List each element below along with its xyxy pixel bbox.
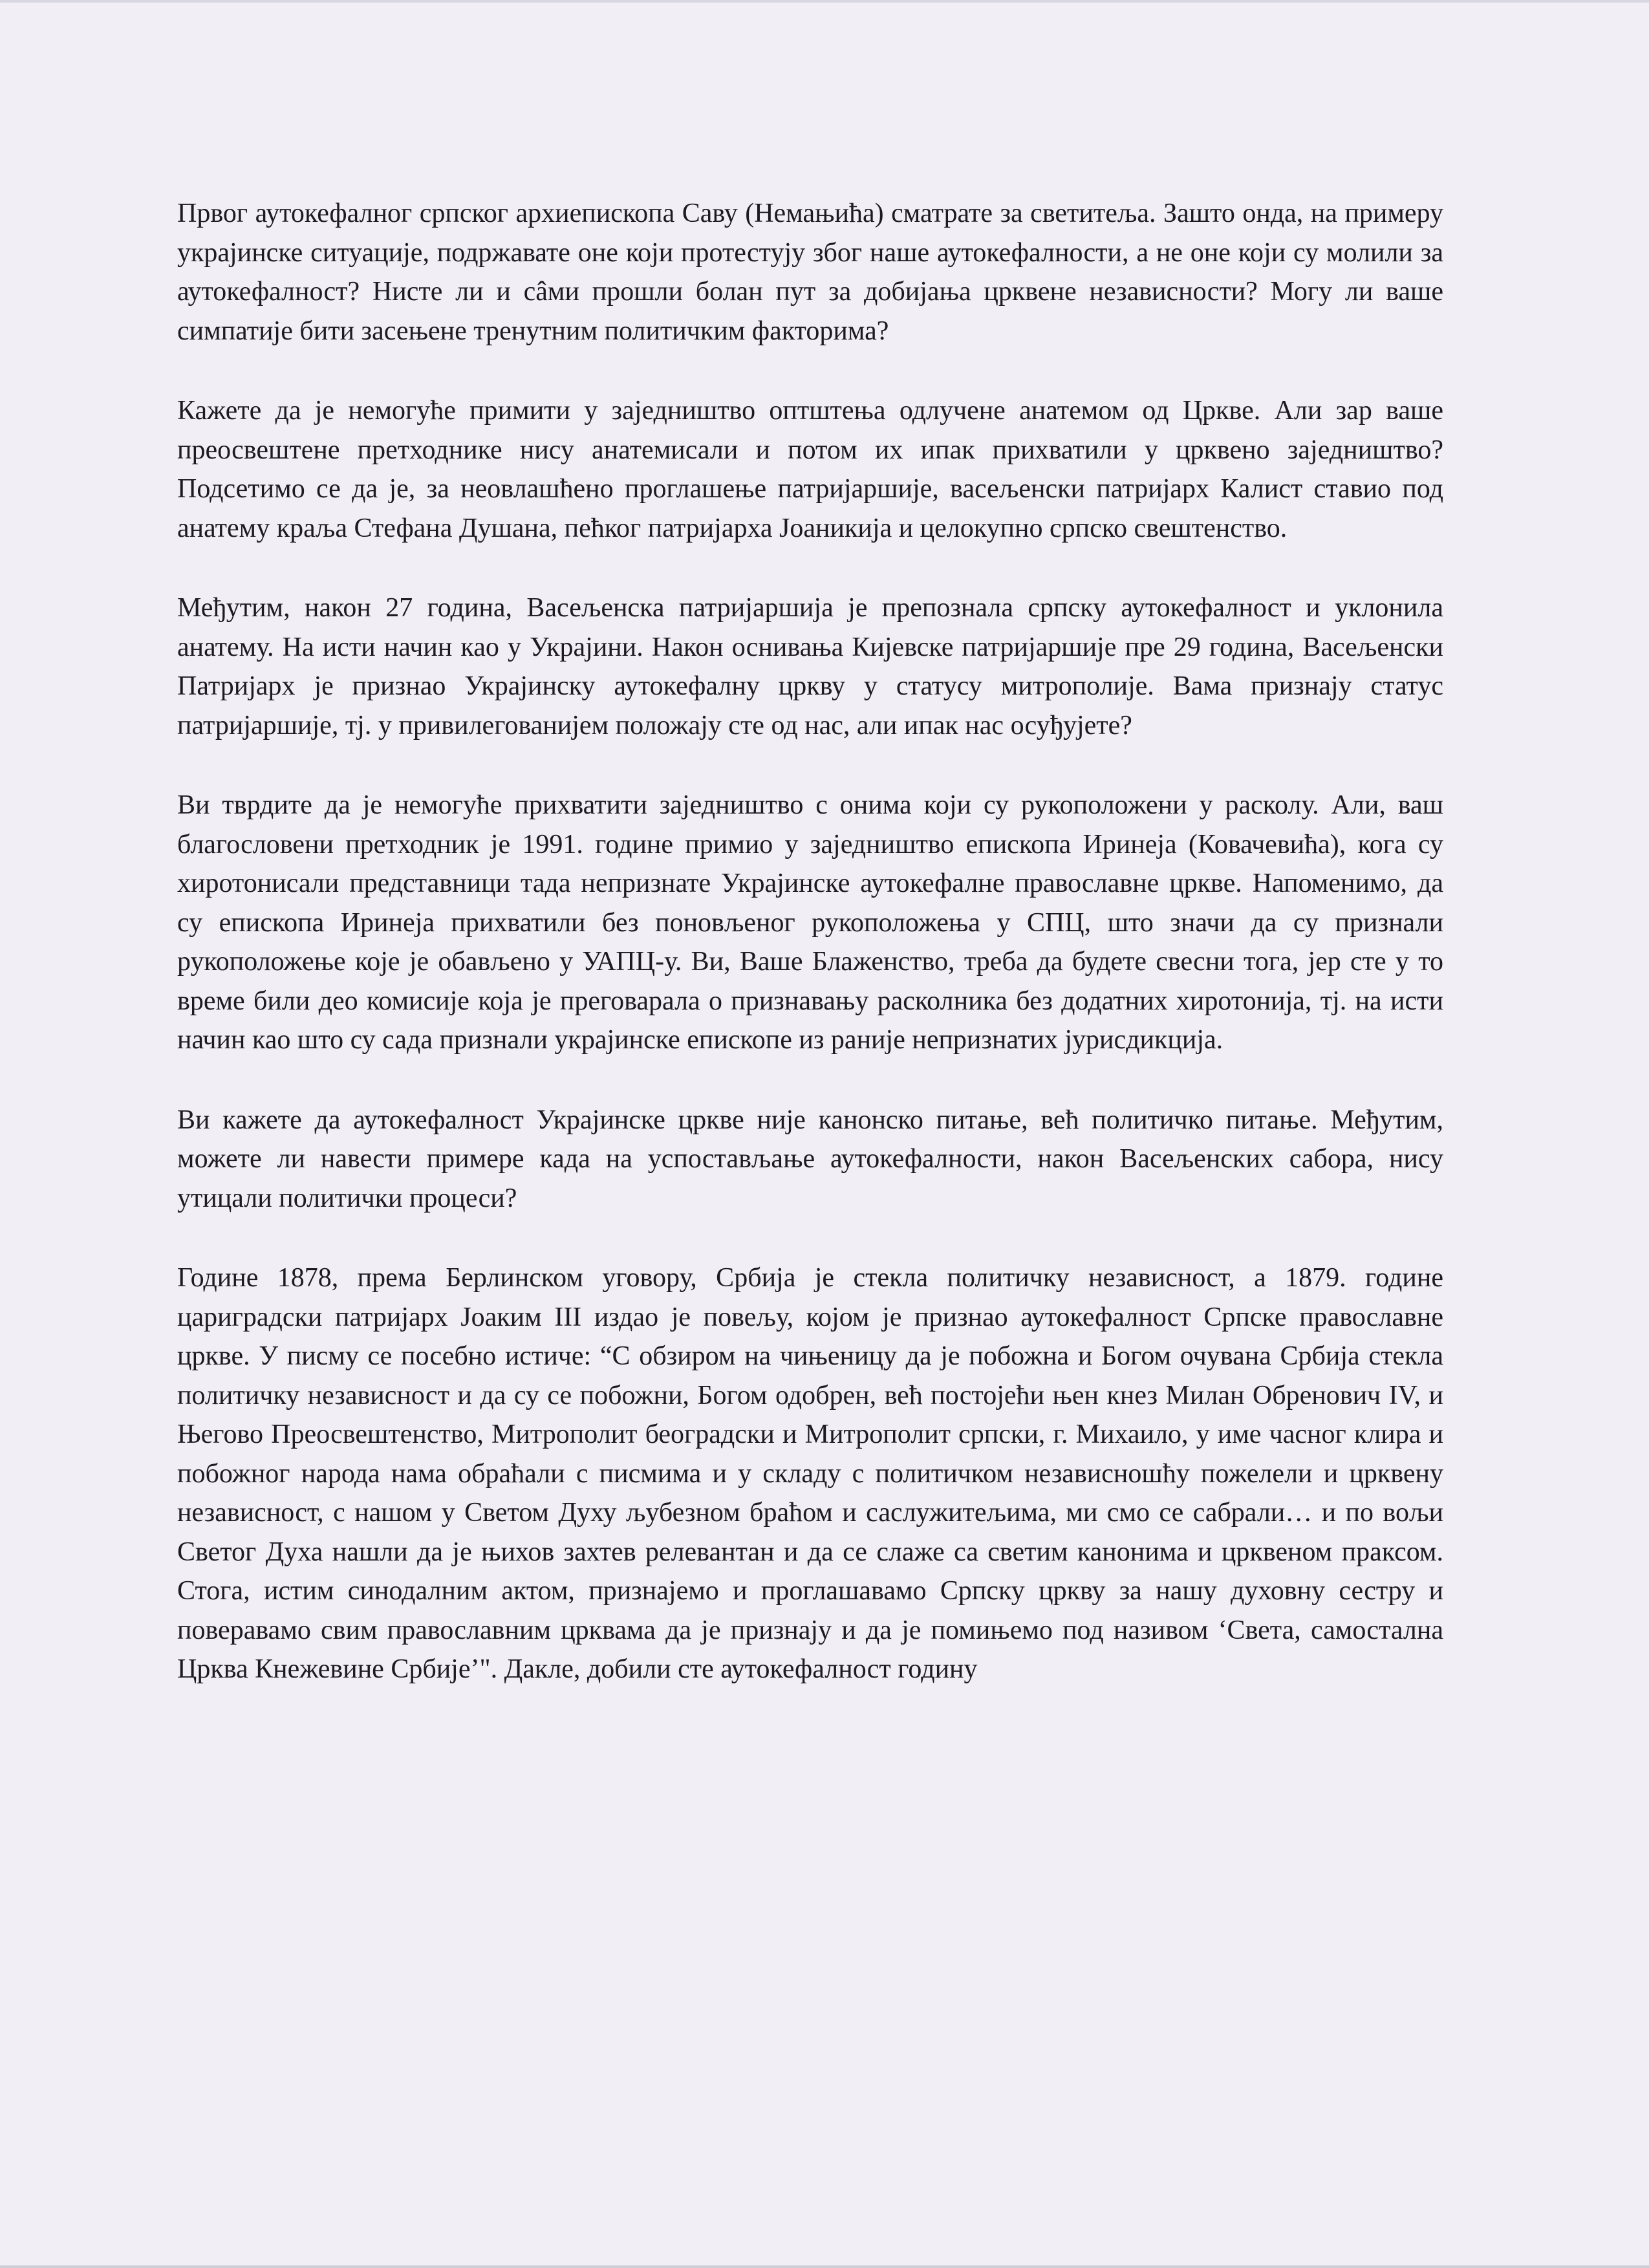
letter-body	[177, 194, 1443, 1730]
paragraph-5: Ви кажете да аутокефалност Украјинске цркве није канонско питање, већ политичко питање. Међутим, можете ли навести примере када на успостављање аутокефалности, након Васељенских сабора, нису утицали политички процеси?	[177, 1105, 1443, 1213]
paragraph-6: Године 1878, према Берлинском уговору, Србија је стекла политичку независност, а 1879. године цариградски патријарх Јоаким III издао је повељу, којом је признао аутокефалност Српске православне цркве. У писму се посебно истиче: “С обзиром на чињеницу да је побожна и Богом очувана Србија стекла политичку независност и да су се побожни, Богом одобрен, већ постојећи њен кнез Милан Обренович IV, и Његово Преосвештенство, Митрополит београдски и Митрополит српски, г. Михаило, у име часног клира и побожног народа нама обраћали с писмима и у складу с политичком независношћу пожелели и црквену независност, с нашом у Светом Духу љубезном браћом и саслужитељима, ми смо се сабрали… и по вољи Светог Духа нашли да је њихов захтев релевантан и да се слаже са светим канонима и црквеном праксом. Стога, истим синодалним актом, признајемо и проглашавамо Српску цркву за нашу духовну сестру и поверавамо свим православним црквама да је признају и да је помињемо под називом ‘Света, самостална Црква Кнежевине Србије’". Дакле, добили сте аутокефалност годину	[177, 1263, 1443, 1684]
paragraph-3: Међутим, након 27 година, Васељенска патријаршија је препознала српску аутокефалност и уклонила анатему. На исти начин као у Украјини. Након оснивања Кијевске патријаршије пре 29 година, Васељенски Патријарх је признао Украјинску аутокефалну цркву у статусу митрополије. Вама признају статус патријаршије, тј. у привилегованијем положају сте од нас, али ипак нас осуђујете?	[177, 593, 1443, 740]
paragraph-2: Кажете да је немогуће примити у заједништво оптштења одлучене анатемом од Цркве. Али зар ваше преосвештене претходнике нису анатемисали и потом их ипак прихватили у црквено заједништво? Подсетимо се да је, за неовлашћено проглашење патријаршије, васељенски патријарх Калист ставио под анатему краља Стефана Душана, пећког патријарха Јоаникија и целокупно српско свештенство.	[177, 396, 1443, 543]
paragraph-4: Ви тврдите да је немогуће прихватити заједништво с онима који су рукоположени у расколу. Али, ваш благословени претходник је 1991. године примио у заједништво епископа Иринеја (Ковачевића), кога су хиротонисали представници тада непризнате Украјинске аутокефалне православне цркве. Напоменимо, да су епископа Иринеја прихватили без поновљеног рукоположења у СПЦ, што значи да су признали рукоположење које је обављено у УАПЦ-у. Ви, Ваше Блаженство, треба да будете свесни тога, јер сте у то време били део комисије која је преговарала о признавању расколника без додатних хиротонија, тј. на исти начин као што су сада признали украјинске епископе из раније непризнатих јурисдикција.	[177, 790, 1443, 1055]
paragraph-1: Првог аутокефалног српског архиепископа Саву (Немањића) сматрате за светитеља. Зашто онда, на примеру украјинске ситуације, подржавате оне који протестују због наше аутокефалности, а не оне који су молили за аутокефалност? Нисте ли и сâми прошли болан пут за добијања црквене независности? Могу ли ваше симпатије бити засењене тренутним политичким факторима?	[177, 199, 1443, 346]
